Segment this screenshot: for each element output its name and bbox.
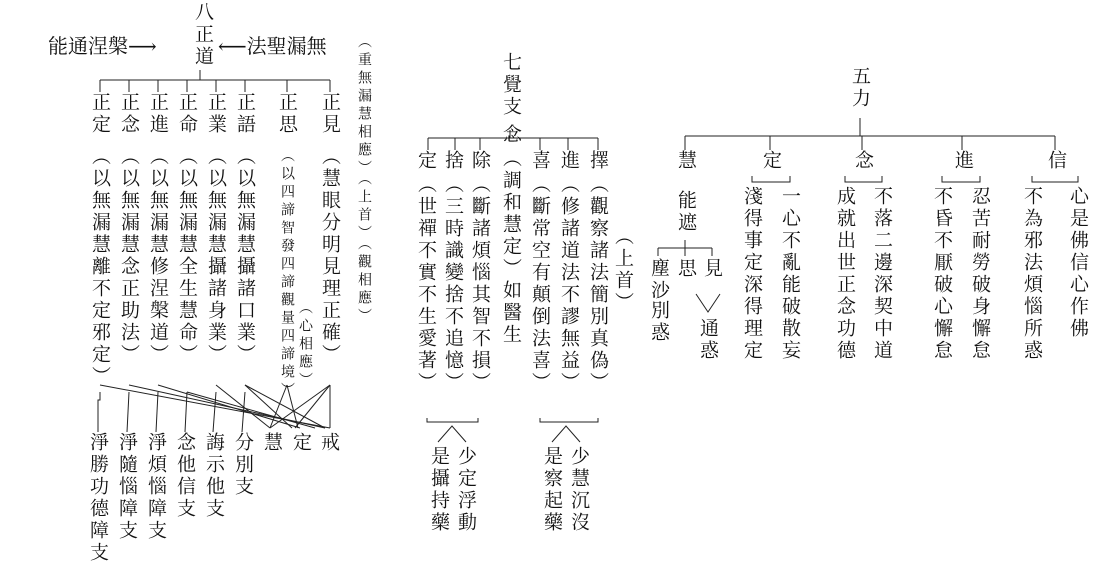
five-item-concentration-1: 一心不亂能破散妄 [779, 186, 801, 362]
seven-branch-energy: 進 [558, 150, 580, 172]
group-precepts: 戒 [318, 432, 340, 454]
seven-note-wisdom-use: 是察起藥 [541, 446, 563, 534]
five-item-effort-1: 忍苦耐勞破身懈怠 [969, 186, 991, 362]
seven-desc-tranquility: （斷諸煩惱其智不損） [469, 174, 491, 394]
eightfold-title-char-3: 道 [192, 46, 214, 68]
seven-branch-tranquility: 除 [469, 150, 491, 172]
eightfold-branch-right-view: 正見 [319, 92, 341, 136]
nirvana-label: 能通涅槃 [48, 34, 128, 58]
seven-note-samadhi-cond: 少定浮動 [455, 446, 477, 534]
five-wisdom-top: 能遮 [675, 190, 697, 234]
eightfold-desc-right-speech: （以無漏慧攝諸口業） [234, 146, 256, 366]
eightfold-desc-right-concentration: （以無漏慧離不定邪定） [89, 146, 111, 388]
group-discrimination-limb: 分別支 [232, 432, 254, 498]
group-wisdom: 慧 [261, 432, 283, 454]
group-instruct-others-limb: 誨示他支 [203, 432, 225, 520]
seven-desc-investigation: （觀察諸法簡別真偽） [587, 174, 609, 394]
five-wisdom-result-specific: 別惑 [648, 300, 670, 344]
eightfold-branch-right-livelihood: 正命 [176, 92, 198, 136]
eightfold-branch-right-effort: 正進 [147, 92, 169, 136]
eightfold-branch-right-concentration: 正定 [89, 92, 111, 136]
group-others-faith-limb: 念他信支 [174, 432, 196, 520]
holy-dharma-label: 法聖漏無 [246, 34, 327, 58]
five-item-faith-1: 心是佛信心作佛 [1067, 186, 1089, 340]
five-item-mindfulness-2: 成就出世正念功德 [834, 186, 856, 362]
five-branch-mindfulness: 念 [852, 150, 874, 172]
five-item-mindfulness-1: 不落二邊深契中道 [871, 186, 893, 362]
eightfold-sub-right-thought: （心相應） [297, 300, 313, 390]
eightfold-desc-right-view: （慧眼分明見理正確） [319, 146, 341, 366]
group-concentration: 定 [290, 432, 312, 454]
seven-desc-equanimity: （三時識變捨不追憶） [442, 174, 464, 394]
seven-desc-energy: （修諸道法不謬無益） [558, 174, 580, 394]
eightfold-title-char-1: 八 [192, 2, 214, 24]
seven-branch-concentration: 定 [415, 150, 437, 172]
group-purify-merit-limb: 淨勝功德障支 [87, 432, 109, 564]
eightfold-title-char-2: 正 [192, 24, 214, 46]
seven-center-desc: （調和慧定）如醫生 [500, 148, 522, 346]
five-item-faith-2: 不為邪法煩惱所惑 [1021, 186, 1043, 362]
eightfold-desc-right-thought: （以四諦智發四諦觀量四諦境） [279, 148, 295, 400]
eightfold-branch-right-mindfulness: 正念 [118, 92, 140, 136]
seven-desc-joy: （斷常空有顛倒法喜） [529, 174, 551, 394]
eightfold-desc-right-effort: （以無漏慧修涅槃道） [147, 146, 169, 366]
five-branch-effort: 進 [952, 150, 974, 172]
eightfold-branch-right-thought: 正思 [276, 92, 298, 136]
seven-branch-joy: 喜 [529, 150, 551, 172]
eightfold-desc-right-action: （以無漏慧攝諸身業） [205, 146, 227, 366]
left-arrow-icon: ⟵ [218, 34, 247, 58]
seven-branch-investigation: 擇 [587, 150, 609, 172]
seven-branch-equanimity: 捨 [442, 150, 464, 172]
five-wisdom-result-common: 通惑 [697, 318, 719, 362]
eightfold-right-label [218, 30, 327, 59]
five-branch-wisdom: 慧 [675, 150, 697, 172]
right-arrow-icon: ⟶ [128, 34, 157, 58]
eightfold-title [192, 2, 214, 68]
five-item-effort-2: 不昏不厭破心懈怠 [931, 186, 953, 362]
five-wisdom-sub-thought: 思 [675, 258, 697, 280]
five-wisdom-sub-view: 見 [701, 258, 723, 280]
seven-upper-note: （上首） [612, 226, 634, 314]
seven-center-branch: 念 [500, 124, 522, 146]
eightfold-side-note: （重無漏慧相應）（上首）（觀相應） [356, 34, 372, 326]
seven-note-wisdom-cond: 少慧沉沒 [568, 446, 590, 534]
eightfold-desc-right-mindfulness: （以無漏慧念正助法） [118, 146, 140, 366]
five-branch-faith: 信 [1045, 150, 1067, 172]
group-purify-secondary-limb: 淨隨惱障支 [116, 432, 138, 542]
eightfold-branch-right-speech: 正語 [234, 92, 256, 136]
five-branch-concentration: 定 [760, 150, 782, 172]
group-purify-affliction-limb: 淨煩惱障支 [145, 432, 167, 542]
eightfold-desc-right-livelihood: （以無漏慧全生慧命） [176, 146, 198, 366]
seven-desc-concentration: （世禪不實不生愛著） [415, 174, 437, 394]
seven-note-samadhi-use: 是攝持藥 [428, 446, 450, 534]
eightfold-branch-right-action: 正業 [205, 92, 227, 136]
five-wisdom-sub-dust: 塵沙 [648, 258, 670, 302]
seven-title: 七覺支 [500, 52, 522, 118]
eightfold-left-label [48, 30, 157, 59]
five-title: 五力 [849, 66, 871, 110]
five-item-concentration-2: 淺得事定深得理定 [741, 186, 763, 362]
